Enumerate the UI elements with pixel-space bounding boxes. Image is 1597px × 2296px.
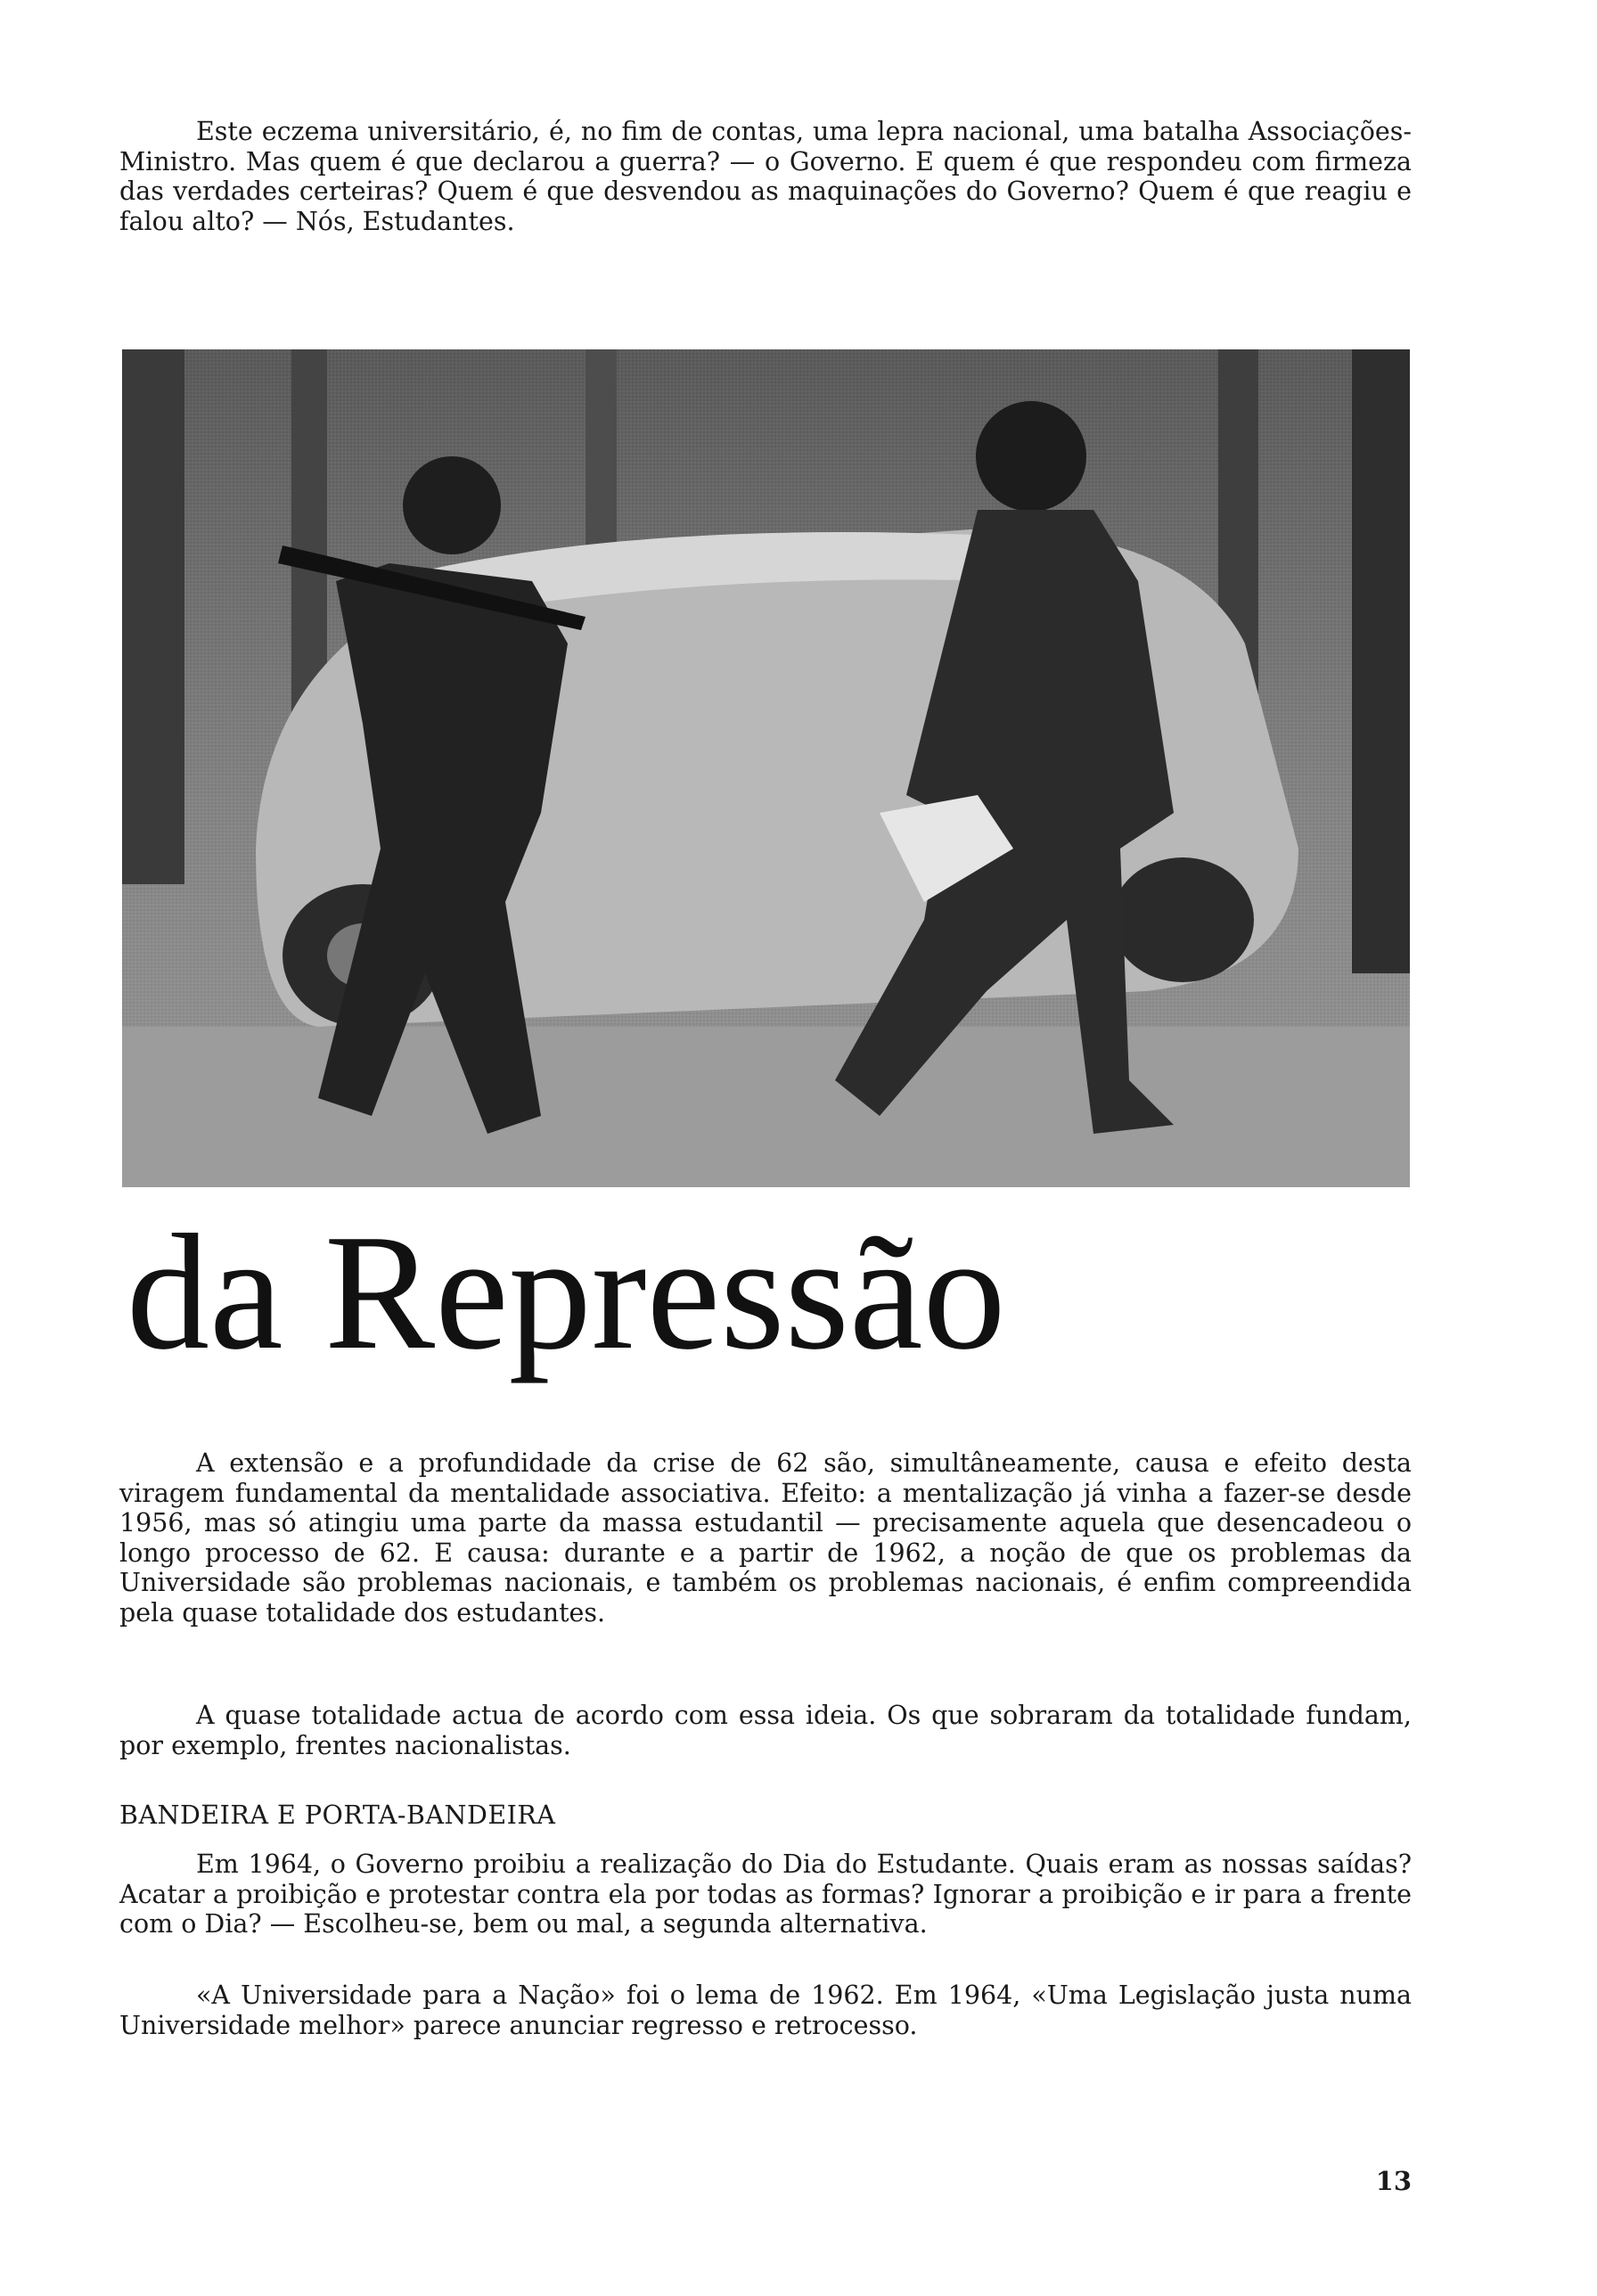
body-paragraph-2: A quase totalidade actua de acordo com essa ideia. Os que sobraram da totalidade fundam, por exemplo, frentes nacionalistas. bbox=[119, 1701, 1412, 1760]
section-heading: BANDEIRA E PORTA-BANDEIRA bbox=[119, 1800, 556, 1830]
photograph-police-and-student bbox=[122, 349, 1410, 1187]
body-paragraph-3: Em 1964, o Governo proibiu a realização do Dia do Estudante. Quais eram as nossas saídas? Acatar a proibição e protestar contra ela por todas as formas? Ignorar a proibição e ir para a frente com o Dia? — Escolheu-se, bem ou mal, a segunda alternativa. bbox=[119, 1849, 1412, 1939]
body-paragraph-1: A extensão e a profundidade da crise de 62 são, simultâneamente, causa e efeito desta viragem fundamental da mentalidade associativa. Efeito: a mentalização já vinha a fazer-se desde 1956, mas só atingiu uma parte da massa estudantil — precisamente aquela que desencadeou o longo processo de 62. E causa: durante e a partir de 1962, a noção de que os problemas da Universidade são problemas nacionais, e também os problemas nacionais, é enfim compreendida pela quase totalidade dos estudantes. bbox=[119, 1448, 1412, 1628]
page-number: 13 bbox=[1375, 2166, 1412, 2196]
body-paragraph-4: «A Universidade para a Nação» foi o lema de 1962. Em 1964, «Uma Legislação justa numa Universidade melhor» parece anunciar regresso e retrocesso. bbox=[119, 1980, 1412, 2040]
page-title: da Repressão bbox=[127, 1201, 1006, 1384]
intro-paragraph: Este eczema universitário, é, no fim de contas, uma lepra nacional, uma batalha Associações-Ministro. Mas quem é que declarou a guerra? — o Governo. E quem é que respondeu com firmeza das verdades certeiras? Quem é que desvendou as maquinações do Governo? Quem é que reagiu e falou alto? — Nós, Estudantes. bbox=[119, 117, 1412, 236]
